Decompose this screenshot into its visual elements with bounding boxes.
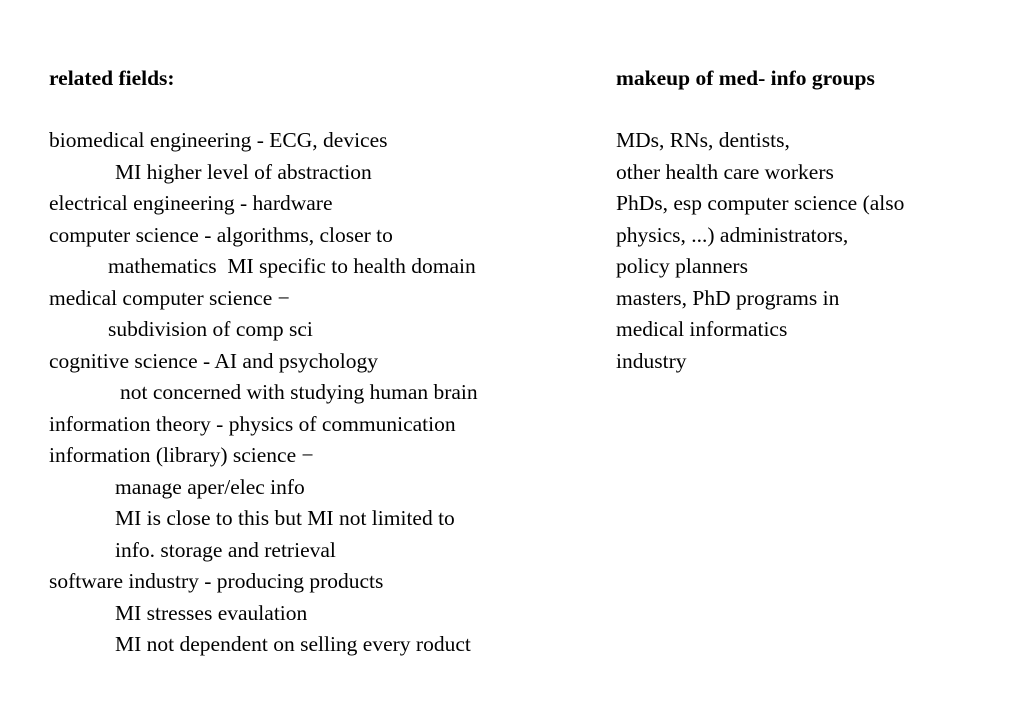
spacer (49, 94, 589, 125)
related-fields-heading: related fields: (49, 66, 175, 90)
text-line: information theory - physics of communication (49, 411, 456, 436)
text-line: cognitive science - AI and psychology (49, 348, 378, 373)
text-line: not concerned with studying human brain (120, 380, 478, 404)
text-line: medical informatics (616, 317, 788, 341)
text-line: industry (616, 348, 687, 373)
text-line: MDs, RNs, dentists, (616, 128, 790, 152)
text-line: PhDs, esp computer science (also (616, 191, 905, 215)
text-line: info. storage and retrieval (115, 537, 336, 562)
text-line: manage aper/elec info (115, 474, 305, 499)
text-line: medical computer science − (49, 285, 290, 310)
text-line: masters, PhD programs in (616, 285, 840, 310)
text-line: policy planners (616, 254, 748, 278)
text-line: MI not dependent on selling every roduct (115, 632, 471, 656)
text-line: software industry - producing products (49, 569, 384, 593)
text-line: subdivision of comp sci (108, 317, 313, 341)
text-line: biomedical engineering - ECG, devices (49, 128, 388, 152)
text-line: mathematics MI specific to health domain (108, 254, 476, 278)
text-line: information (library) science − (49, 443, 314, 467)
text-line: electrical engineering - hardware (49, 191, 333, 215)
text-line: MI higher level of abstraction (115, 159, 372, 184)
group-makeup-heading: makeup of med- info groups (616, 66, 875, 90)
spacer (616, 94, 1016, 125)
text-line: MI stresses evaulation (115, 600, 308, 625)
text-line: other health care workers (616, 159, 834, 184)
text-line: MI is close to this but MI not limited to (115, 506, 455, 530)
group-makeup-column (616, 63, 1016, 377)
text-line: physics, ...) administrators, (616, 222, 849, 247)
related-fields-column (49, 63, 589, 661)
text-line: computer science - algorithms, closer to (49, 222, 393, 247)
